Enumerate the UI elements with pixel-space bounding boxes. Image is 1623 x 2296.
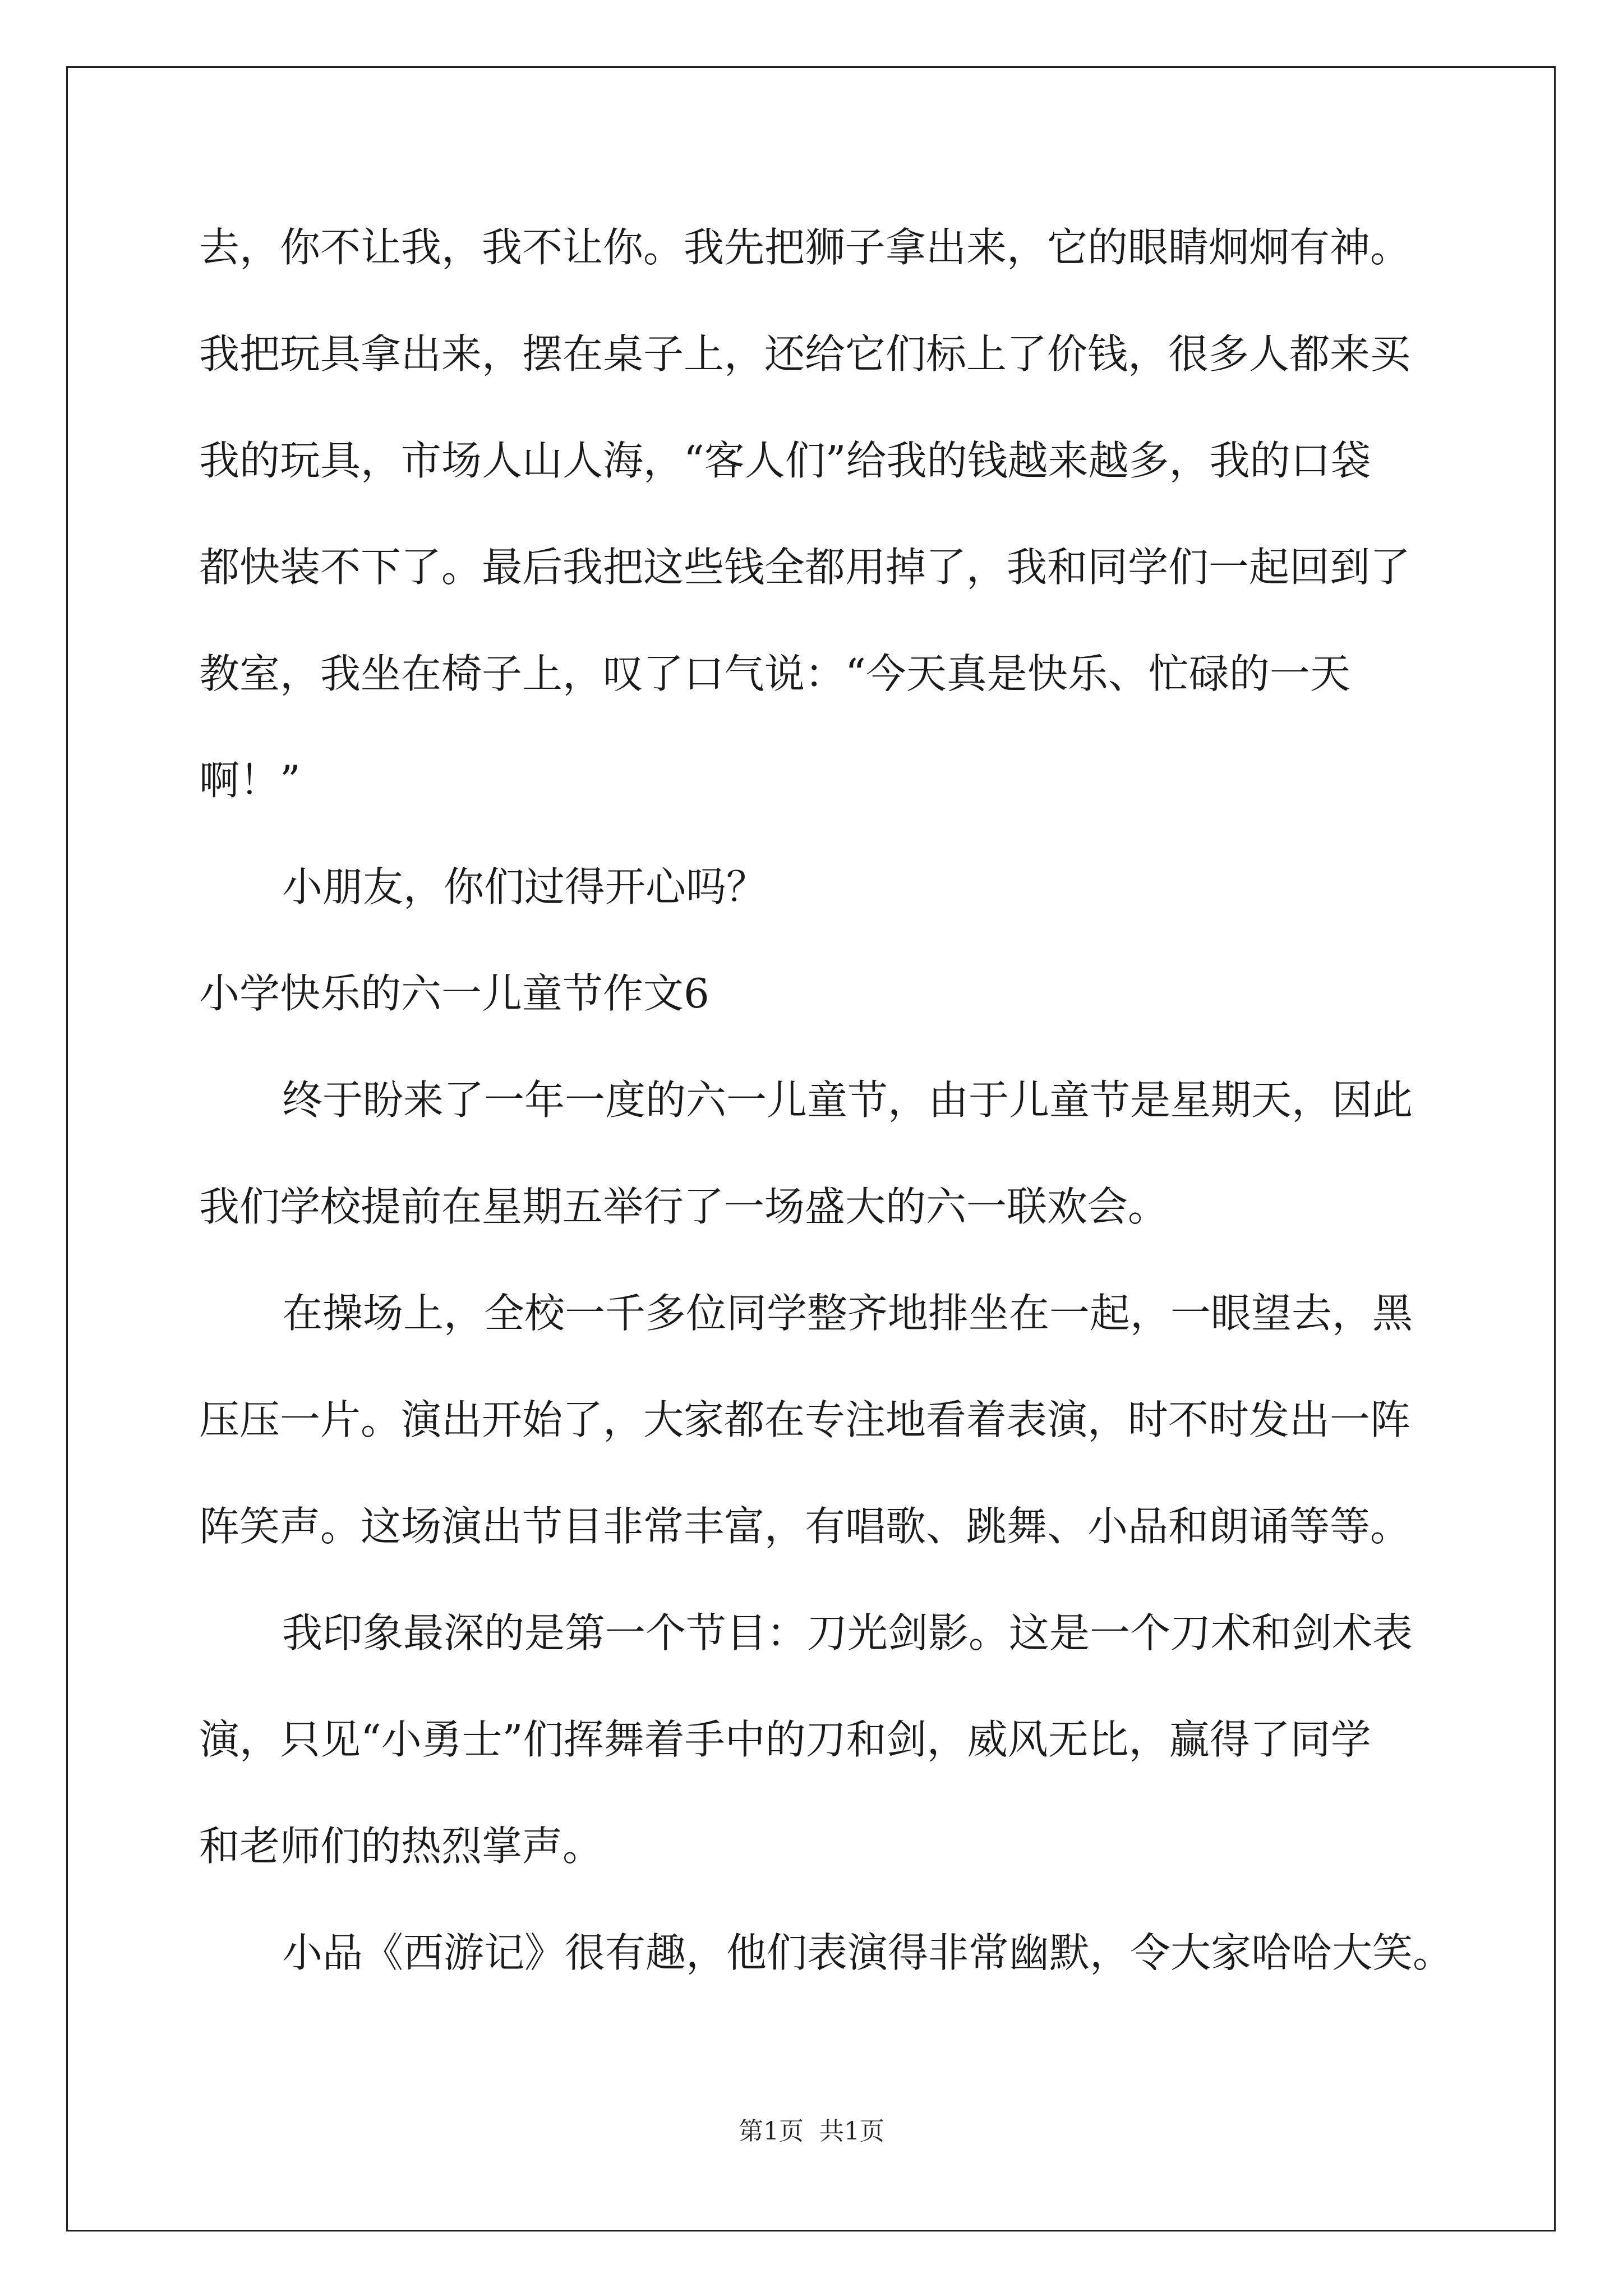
text-line: 啊！” [199,757,301,804]
page-number: 第1页 [739,2117,804,2146]
text-line: 小朋友，你们过得开心吗？ [282,863,767,910]
text-line: 我的玩具，市场人山人海，“客人们”给我的钱越来越多，我的口袋 [199,437,1371,484]
text-line: 压压一片。演出开始了，大家都在专注地看着表演，时不时发出一阵 [199,1396,1411,1443]
page-total: 共1页 [819,2117,884,2146]
page-border [66,66,1556,2231]
text-line: 我把玩具拿出来，摆在桌子上，还给它们标上了价钱，很多人都来买 [199,330,1411,378]
text-line: 去，你不让我，我不让你。我先把狮子拿出来，它的眼睛炯炯有神。 [199,224,1411,271]
text-line: 我们学校提前在星期五举行了一场盛大的六一联欢会。 [199,1183,1169,1230]
text-line: 终于盼来了一年一度的六一儿童节，由于儿童节是星期天，因此 [282,1076,1413,1124]
text-line: 演，只见“小勇士”们挥舞着手中的刀和剑，威风无比，赢得了同学 [199,1716,1371,1763]
text-line: 和老师们的热烈掌声。 [199,1823,603,1870]
text-line: 小品《西游记》很有趣，他们表演得非常幽默，令大家哈哈大笑。 [282,1929,1454,1976]
page-footer [0,2115,1623,2148]
text-line: 我印象最深的是第一个节目：刀光剑影。这是一个刀术和剑术表 [282,1609,1413,1657]
text-line: 都快装不下了。最后我把这些钱全都用掉了，我和同学们一起回到了 [199,544,1411,591]
text-line: 在操场上，全校一千多位同学整齐地排坐在一起，一眼望去，黑 [282,1290,1413,1337]
text-line: 教室，我坐在椅子上，叹了口气说：“今天真是快乐、忙碌的一天 [199,650,1350,697]
text-line: 阵笑声。这场演出节目非常丰富，有唱歌、跳舞、小品和朗诵等等。 [199,1503,1411,1550]
section-heading: 小学快乐的六一儿童节作文6 [199,970,709,1017]
